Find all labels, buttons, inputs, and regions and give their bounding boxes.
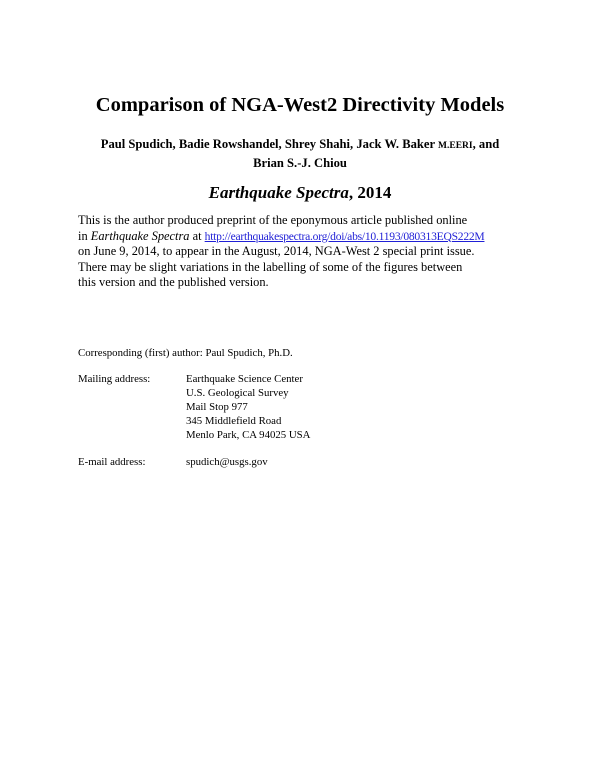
preprint-journal-name: Earthquake Spectra [90,228,190,243]
address-line: 345 Middlefield Road [186,415,282,427]
journal-name: Earthquake Spectra [208,183,349,202]
mailing-address-label: Mailing address: [78,373,151,385]
email-address: spudich@usgs.gov [186,456,268,468]
preprint-line-2 [78,229,538,245]
address-line: Mail Stop 977 [186,401,248,413]
preprint-note [78,213,538,291]
address-line: Earthquake Science Center [186,373,303,385]
author-names: Paul Spudich, Badie Rowshandel, Shrey Shahi, Jack W. Baker [100,137,439,151]
journal-citation [0,182,600,204]
author-names-tail: , and [472,137,500,151]
mailing-address [186,372,310,442]
journal-year: , 2014 [348,183,392,202]
author-affiliation: M.EERI [438,141,473,151]
paper-title: Comparison of NGA-West2 Directivity Models [95,94,505,116]
author-list [60,136,540,172]
preprint-line-4: There may be slight variations in the labelling of some of the figures between [78,259,463,274]
author-names-line2: Brian S.-J. Chiou [253,156,347,170]
preprint-line-2-mid: at [189,228,205,243]
preprint-line-1: This is the author produced preprint of the eponymous article published online [78,213,468,227]
preprint-line-3: on June 9, 2014, to appear in the August, 2014, NGA-West 2 special print issue. [78,244,475,259]
address-line: U.S. Geological Survey [186,387,289,399]
address-line: Menlo Park, CA 94025 USA [186,429,311,441]
corresponding-author: Corresponding (first) author: Paul Spudich, Ph.D. [78,347,293,359]
preprint-line-2-prefix: in [78,228,91,243]
email-label: E-mail address: [78,456,146,468]
preprint-line-5: this version and the published version. [78,275,269,290]
article-doi-link[interactable]: http://earthquakespectra.org/doi/abs/10.1193/080313EQS222M [204,229,485,243]
